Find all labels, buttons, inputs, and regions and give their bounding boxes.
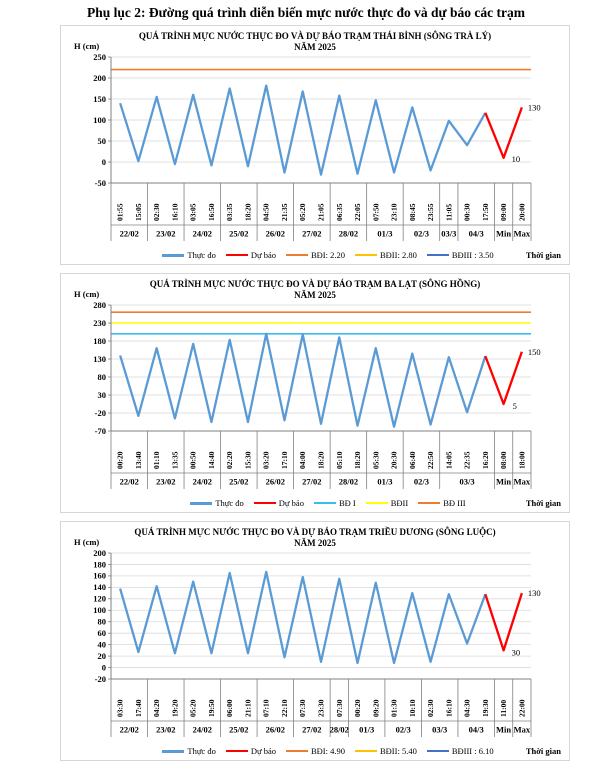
x-date-label: 02/3 [413, 228, 429, 239]
x-time-label: 03:30 [115, 699, 125, 717]
legend-line-swatch [190, 502, 212, 505]
chart-title-line2: NĂM 2025 [294, 289, 336, 300]
legend-item [162, 250, 215, 260]
legend-line-swatch [355, 254, 377, 256]
legend-line-swatch [286, 750, 308, 752]
x-time-label: 20:30 [389, 451, 399, 469]
chart-title-line1: QUÁ TRÌNH MỰC NƯỚC THỰC ĐO VÀ DỰ BÁO TRẠM THÁI BÌNH (SÔNG TRÀ LÝ) [138, 31, 492, 41]
x-date-label: Min [496, 228, 512, 239]
x-time-label: 19:30 [480, 699, 490, 717]
x-date-label: 23/02 [156, 228, 176, 239]
y-axis-unit-label: H (cm) [74, 537, 100, 547]
y-tick-label: -20 [94, 673, 106, 684]
x-date-label: 27/02 [302, 476, 322, 487]
x-time-label: 19:50 [206, 699, 216, 717]
legend-label: BĐ I [338, 498, 356, 508]
x-date-label: Min [496, 724, 512, 735]
chart-title-line2: NĂM 2025 [294, 537, 336, 548]
legend-item [427, 746, 494, 756]
x-time-label: 17:40 [133, 699, 143, 717]
forecast-line [485, 107, 522, 157]
x-time-label: 00:30 [462, 203, 472, 221]
x-date-label: 26/02 [265, 476, 286, 487]
legend-label: BĐI: 4.90 [310, 746, 345, 756]
x-time-label: 18:20 [243, 203, 253, 221]
y-tick-label: 140 [93, 582, 106, 593]
x-time-label: 22:50 [426, 451, 436, 469]
y-tick-label: 130 [93, 353, 106, 364]
y-tick-label: 50 [97, 135, 106, 146]
x-time-label: 14:05 [444, 451, 454, 469]
x-time-label: 06:35 [334, 203, 344, 221]
x-date-label: 22/02 [119, 228, 139, 239]
min-value-label: 5 [512, 401, 517, 411]
y-tick-label: 20 [97, 650, 106, 661]
x-time-label: 14:40 [206, 451, 216, 469]
legend-label: BĐII: 2.80 [379, 250, 417, 260]
x-date-label: Max [513, 476, 531, 487]
x-time-label: 20:00 [517, 203, 527, 221]
legend-label: Dự báo [250, 746, 276, 756]
y-tick-label: 200 [93, 72, 106, 83]
legend-label: BĐ III [443, 498, 466, 508]
legend-line-swatch [226, 254, 248, 256]
x-time-label: 23:30 [316, 699, 326, 717]
x-time-label: 07:50 [371, 203, 381, 221]
x-time-label: 01:30 [389, 699, 399, 717]
water-level-plot [61, 300, 569, 490]
observed-line [120, 572, 485, 663]
max-value-label: 130 [527, 102, 541, 113]
x-time-label: 05:20 [298, 203, 308, 221]
time-axis-label: Thời gian [525, 746, 561, 756]
x-time-label: 09:20 [371, 699, 381, 717]
y-tick-label: 230 [93, 317, 106, 328]
legend-label: Dự báo [278, 498, 304, 508]
x-date-label: Max [513, 724, 531, 735]
legend-item [226, 250, 276, 260]
x-time-label: 04:00 [298, 451, 308, 469]
x-date-label: Max [513, 228, 531, 239]
x-time-label: 18:20 [353, 451, 363, 469]
y-tick-label: 80 [97, 371, 106, 382]
x-time-label: 22:10 [279, 699, 289, 717]
y-tick-label: 160 [93, 570, 106, 581]
x-time-label: 08:45 [407, 203, 417, 221]
x-time-label: 15:05 [133, 203, 143, 221]
chart-title [61, 522, 569, 548]
legend-label: Thực đo [215, 498, 244, 508]
x-time-label: 05:10 [334, 451, 344, 469]
x-time-label: 13:35 [170, 451, 180, 469]
x-time-label: 07:30 [334, 699, 344, 717]
x-date-label: 26/02 [265, 724, 286, 735]
charts-container [0, 24, 612, 761]
legend-line-swatch [355, 750, 377, 752]
y-tick-label: 60 [97, 627, 106, 638]
legend-label: BĐII: 5.40 [379, 746, 417, 756]
y-tick-label: 150 [93, 93, 106, 104]
x-time-label: 04:30 [462, 699, 472, 717]
x-time-label: 22:00 [517, 699, 527, 717]
x-date-label: 28/02 [329, 724, 349, 735]
legend-line-swatch [162, 254, 184, 257]
legend-item [314, 498, 356, 508]
y-tick-label: 0 [101, 156, 106, 167]
x-date-label: 01/3 [359, 724, 375, 735]
x-time-label: 00:20 [115, 451, 125, 469]
x-time-label: 16:10 [170, 203, 180, 221]
x-date-label: 28/02 [338, 228, 359, 239]
legend-item [366, 498, 408, 508]
y-tick-label: 180 [93, 335, 106, 346]
x-time-label: 23:10 [389, 203, 399, 221]
y-axis-unit-label: H (cm) [74, 41, 100, 51]
chart-panel-2 [60, 273, 570, 513]
x-time-label: 22:05 [353, 203, 363, 221]
x-time-label: 17:10 [279, 451, 289, 469]
y-tick-label: -20 [94, 407, 106, 418]
chart-title [61, 26, 569, 52]
legend-line-swatch [226, 750, 248, 752]
x-time-label: 03:20 [261, 451, 271, 469]
y-tick-label: 200 [93, 548, 106, 558]
x-date-label: 23/02 [156, 476, 176, 487]
x-time-label: 19:20 [170, 699, 180, 717]
x-time-label: 04:20 [152, 699, 162, 717]
chart-panel-3 [60, 521, 570, 761]
x-date-label: 25/02 [229, 228, 249, 239]
x-time-label: 01:55 [115, 203, 125, 221]
x-time-label: 02:30 [152, 203, 162, 221]
max-value-label: 150 [527, 346, 541, 357]
y-tick-label: 180 [93, 559, 106, 570]
x-time-label: 02:20 [225, 451, 235, 469]
x-date-label: 28/02 [338, 476, 359, 487]
x-time-label: 16:10 [444, 699, 454, 717]
x-time-label: 01:10 [152, 451, 162, 469]
water-level-plot [61, 548, 569, 738]
legend-line-swatch [286, 254, 308, 256]
x-time-label: 16:50 [206, 203, 216, 221]
x-time-label: 15:30 [243, 451, 253, 469]
x-time-label: 03:35 [225, 203, 235, 221]
y-axis-unit-label: H (cm) [74, 289, 100, 299]
y-tick-label: 100 [93, 605, 106, 616]
x-date-label: 25/02 [229, 724, 249, 735]
y-tick-label: -70 [94, 425, 106, 436]
legend-line-swatch [162, 750, 184, 753]
legend-label: BĐIII : 6.10 [451, 746, 494, 756]
chart-title [61, 274, 569, 300]
x-date-label: 03/3 [459, 476, 475, 487]
legend-line-swatch [427, 750, 449, 752]
y-tick-label: 80 [97, 616, 106, 627]
x-date-label: 27/02 [302, 228, 322, 239]
legend-item [226, 746, 276, 756]
x-time-label: 00:20 [353, 699, 363, 717]
x-time-label: 10:10 [407, 699, 417, 717]
legend [61, 248, 569, 262]
legend-line-swatch [366, 502, 388, 504]
min-value-label: 30 [511, 647, 521, 658]
chart-title-line2: NĂM 2025 [294, 41, 336, 52]
water-level-plot [61, 52, 569, 242]
x-time-label: 21:10 [243, 699, 253, 717]
max-value-label: 130 [527, 588, 541, 599]
legend-item [254, 498, 304, 508]
x-time-label: 11:00 [499, 699, 509, 717]
x-date-label: 27/02 [302, 724, 322, 735]
x-time-label: 13:40 [133, 451, 143, 469]
x-time-label: 16:20 [480, 451, 490, 469]
legend-item [355, 250, 417, 260]
x-time-label: 18:20 [316, 451, 326, 469]
x-date-label: 02/3 [395, 724, 411, 735]
x-date-label: 24/02 [192, 228, 212, 239]
chart-title-line1: QUÁ TRÌNH MỰC NƯỚC THỰC ĐO VÀ DỰ BÁO TRẠM TRIỀU DƯƠNG (SÔNG LUỘC) [134, 527, 496, 537]
forecast-line [485, 352, 522, 404]
x-date-label: 24/02 [192, 724, 212, 735]
x-time-label: 22:35 [462, 451, 472, 469]
y-tick-label: 120 [93, 593, 106, 604]
chart-panel-1 [60, 25, 570, 265]
y-tick-label: 30 [97, 389, 106, 400]
legend-label: Thực đo [187, 250, 216, 260]
x-date-label: 03/3 [432, 724, 448, 735]
x-time-label: 06:00 [225, 699, 235, 717]
legend-line-swatch [427, 254, 449, 256]
legend-line-swatch [418, 502, 440, 504]
legend-label: BĐIII : 3.50 [451, 250, 494, 260]
legend-line-swatch [314, 502, 336, 504]
legend-label: Dự báo [250, 250, 276, 260]
legend-label: Thực đo [187, 746, 216, 756]
x-time-label: 07:10 [261, 699, 271, 717]
x-time-label: 17:50 [480, 203, 490, 221]
y-tick-label: 100 [93, 114, 106, 125]
x-date-label: 23/02 [156, 724, 176, 735]
y-tick-label: 250 [93, 52, 106, 62]
x-time-label: 23:55 [426, 203, 436, 221]
x-date-label: 24/02 [192, 476, 212, 487]
x-date-label: 22/02 [119, 476, 139, 487]
min-value-label: 10 [511, 153, 521, 164]
x-time-label: 05:30 [371, 451, 381, 469]
x-time-label: 08:00 [499, 451, 509, 469]
time-axis-label: Thời gian [525, 498, 561, 508]
legend-item [427, 250, 494, 260]
x-date-label: Min [496, 476, 512, 487]
x-date-label: 22/02 [119, 724, 139, 735]
x-time-label: 07:30 [298, 699, 308, 717]
legend-label: BĐII [390, 498, 409, 508]
legend-item [286, 746, 345, 756]
x-date-label: 01/3 [377, 228, 393, 239]
x-time-label: 11:05 [444, 203, 454, 221]
x-time-label: 03:05 [188, 203, 198, 221]
legend-item [190, 498, 243, 508]
legend [61, 744, 569, 758]
chart-title-line1: QUÁ TRÌNH MỰC NƯỚC THỰC ĐO VÀ DỰ BÁO TRẠM BA LẠT (SÔNG HỒNG) [149, 279, 481, 289]
x-date-label: 04/3 [468, 228, 484, 239]
x-time-label: 00:50 [188, 451, 198, 469]
x-date-label: 04/3 [468, 724, 484, 735]
x-time-label: 09:00 [499, 203, 509, 221]
y-tick-label: 0 [101, 662, 106, 673]
legend [61, 496, 569, 510]
x-time-label: 18:00 [517, 451, 527, 469]
x-date-label: 25/02 [229, 476, 249, 487]
x-time-label: 02:30 [426, 699, 436, 717]
legend-label: BĐI: 2.20 [310, 250, 345, 260]
x-date-label: 01/3 [377, 476, 393, 487]
legend-item [355, 746, 417, 756]
x-time-label: 21:05 [316, 203, 326, 221]
y-tick-label: -50 [94, 177, 106, 188]
x-time-label: 06:40 [407, 451, 417, 469]
legend-item [162, 746, 215, 756]
x-time-label: 05:20 [188, 699, 198, 717]
y-tick-label: 40 [97, 639, 106, 650]
x-date-label: 03/3 [441, 228, 457, 239]
time-axis-label: Thời gian [525, 250, 561, 260]
legend-item [286, 250, 345, 260]
x-date-label: 26/02 [265, 228, 286, 239]
y-tick-label: 280 [93, 300, 106, 310]
legend-line-swatch [254, 502, 276, 504]
x-date-label: 02/3 [413, 476, 429, 487]
page-title: Phụ lục 2: Đường quá trình diễn biến mực nước thực đo và dự báo các trạm [87, 5, 525, 20]
x-time-label: 21:35 [279, 203, 289, 221]
legend-item [418, 498, 465, 508]
x-time-label: 04:50 [261, 203, 271, 221]
